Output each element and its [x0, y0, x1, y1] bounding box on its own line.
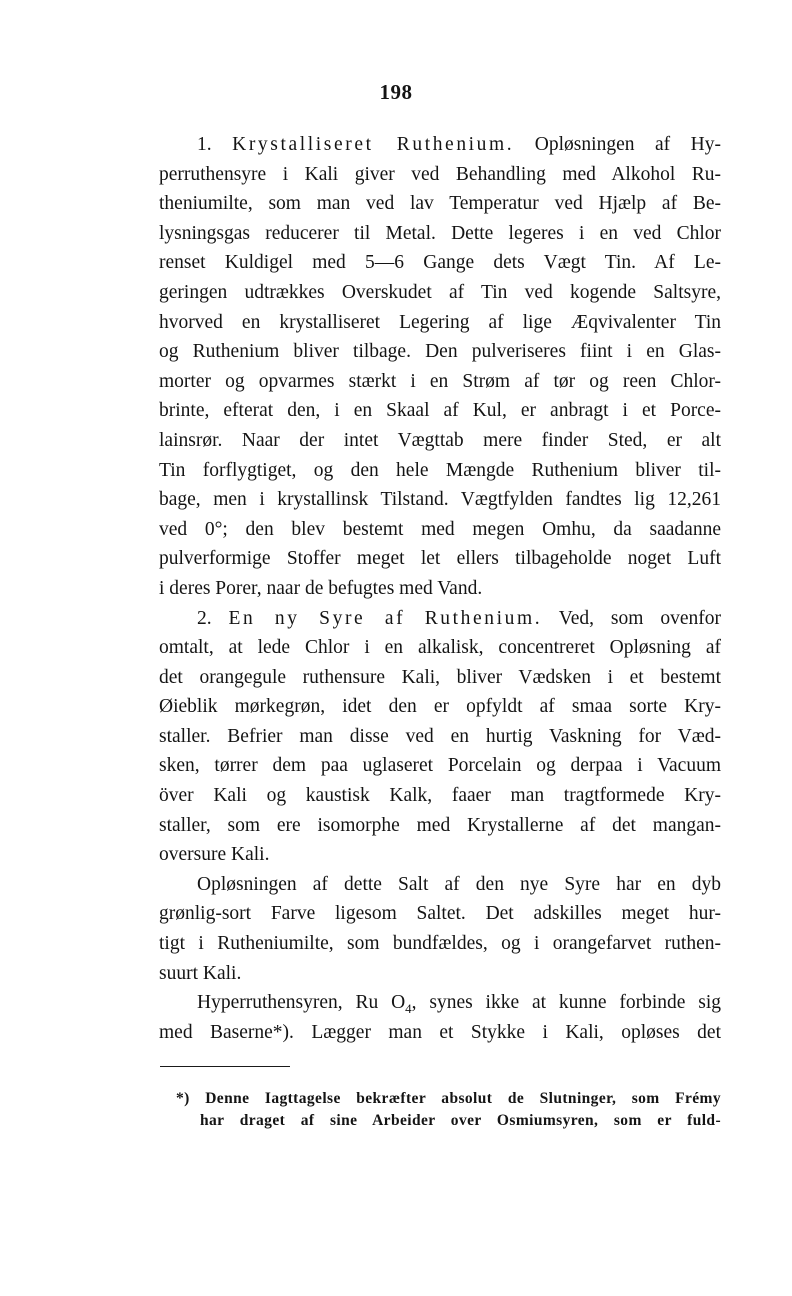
paragraph-1-line: renset Kuldigel med 5—6 Gange dets Vægt Tin. Af Le-	[159, 252, 721, 274]
paragraph-3-line: grønlig-sort Farve ligesom Saltet. Det adskilles meget hur-	[159, 903, 721, 925]
paragraph-2-line: staller. Befrier man disse ved en hurtig Vaskning for Væd-	[159, 725, 721, 747]
footnote-line: *) Denne Iagttagelse bekræfter absolut de Slutninger, som Frémy	[176, 1090, 721, 1107]
paragraph-1-line: perruthensyre i Kali giver ved Behandling med Alkohol Ru-	[159, 163, 721, 185]
paragraph-4-line-1-after: , synes ikke at kunne forbinde sig	[411, 992, 721, 1014]
paragraph-2-line: oversure Kali.	[159, 844, 270, 866]
formula-subscript: 4	[405, 1001, 412, 1017]
paragraph-1-line: lainsrør. Naar der intet Vægttab mere finder Sted, er alt	[159, 429, 721, 451]
paragraph-2-line: Øieblik mørkegrøn, idet den er opfyldt af smaa sorte Kry-	[159, 696, 721, 718]
paragraph-3-line: suurt Kali.	[159, 962, 242, 984]
paragraph-1-line-1	[159, 130, 721, 160]
paragraph-1-number: 1.	[197, 134, 212, 155]
paragraph-4-line-1	[159, 988, 721, 1018]
paragraph-2-line: över Kali og kaustisk Kalk, faaer man tragtformede Kry-	[159, 785, 721, 807]
paragraph-1-line: og Ruthenium bliver tilbage. Den pulveriseres fiint i en Glas-	[159, 341, 721, 363]
paragraph-1-line: theniumilte, som man ved lav Temperatur ved Hjælp af Be-	[159, 193, 721, 215]
page-number: 198	[379, 80, 413, 104]
paragraph-1-line: ved 0°; den blev bestemt med megen Omhu, da saadanne	[159, 518, 721, 540]
paragraph-1-heading: Krystalliseret Ruthenium.	[232, 134, 515, 155]
paragraph-1-line: lysningsgas reducerer til Metal. Dette legeres i en ved Chlor	[159, 222, 721, 244]
paragraph-3-line: Opløsningen af dette Salt af den nye Syre har en dyb	[197, 873, 721, 895]
footnote-line: har draget af sine Arbeider over Osmiumsyren, som er fuld-	[200, 1112, 721, 1129]
paragraph-1-line: brinte, efterat den, i en Skaal af Kul, er anbragt i et Porce-	[159, 400, 721, 422]
paragraph-2-line: staller, som ere isomorphe med Krystallerne af det mangan-	[159, 814, 721, 836]
paragraph-2-line: sken, tørrer dem paa uglaseret Porcelain og derpaa i Vacuum	[159, 755, 721, 777]
paragraph-2-heading: En ny Syre af Ruthenium.	[228, 607, 543, 629]
paragraph-2-line-1-text: Ved, som ovenfor	[542, 607, 721, 629]
paragraph-1-line: i deres Porer, naar de befugtes med Vand.	[159, 577, 483, 599]
footnote-divider	[160, 1066, 290, 1067]
paragraph-1-line: bage, men i krystallinsk Tilstand. Vægtfylden fandtes lig 12,261	[159, 489, 721, 511]
paragraph-4-line-1-before: Hyperruthensyren, Ru O	[197, 992, 406, 1014]
paragraph-3-line: tigt i Rutheniumilte, som bundfældes, og i orangefarvet ruthen-	[159, 933, 721, 955]
paragraph-4-line-2: med Baserne*). Lægger man et Stykke i Kali, opløses det	[159, 1021, 721, 1043]
footnote	[176, 1088, 721, 1132]
body-text	[159, 130, 721, 1047]
paragraph-2-line-1	[159, 604, 721, 634]
paragraph-1-line: pulverformige Stoffer meget let ellers tilbageholde noget Luft	[159, 548, 721, 570]
paragraph-1-line: morter og opvarmes stærkt i en Strøm af tør og reen Chlor-	[159, 370, 721, 392]
paragraph-2-line: omtalt, at lede Chlor i en alkalisk, concentreret Opløsning af	[159, 637, 721, 659]
paragraph-1-line: Tin forflygtiget, og den hele Mængde Ruthenium bliver til-	[159, 459, 721, 481]
paragraph-2-line: det orangegule ruthensure Kali, bliver Vædsken i et bestemt	[159, 666, 721, 688]
paragraph-1-line: geringen udtrækkes Overskudet af Tin ved kogende Saltsyre,	[159, 281, 721, 303]
paragraph-2-number: 2.	[197, 607, 212, 629]
paragraph-1-line: hvorved en krystalliseret Legering af lige Æqvivalenter Tin	[159, 311, 721, 333]
paragraph-1-line-1-text: Opløsningen af Hy-	[514, 134, 722, 155]
